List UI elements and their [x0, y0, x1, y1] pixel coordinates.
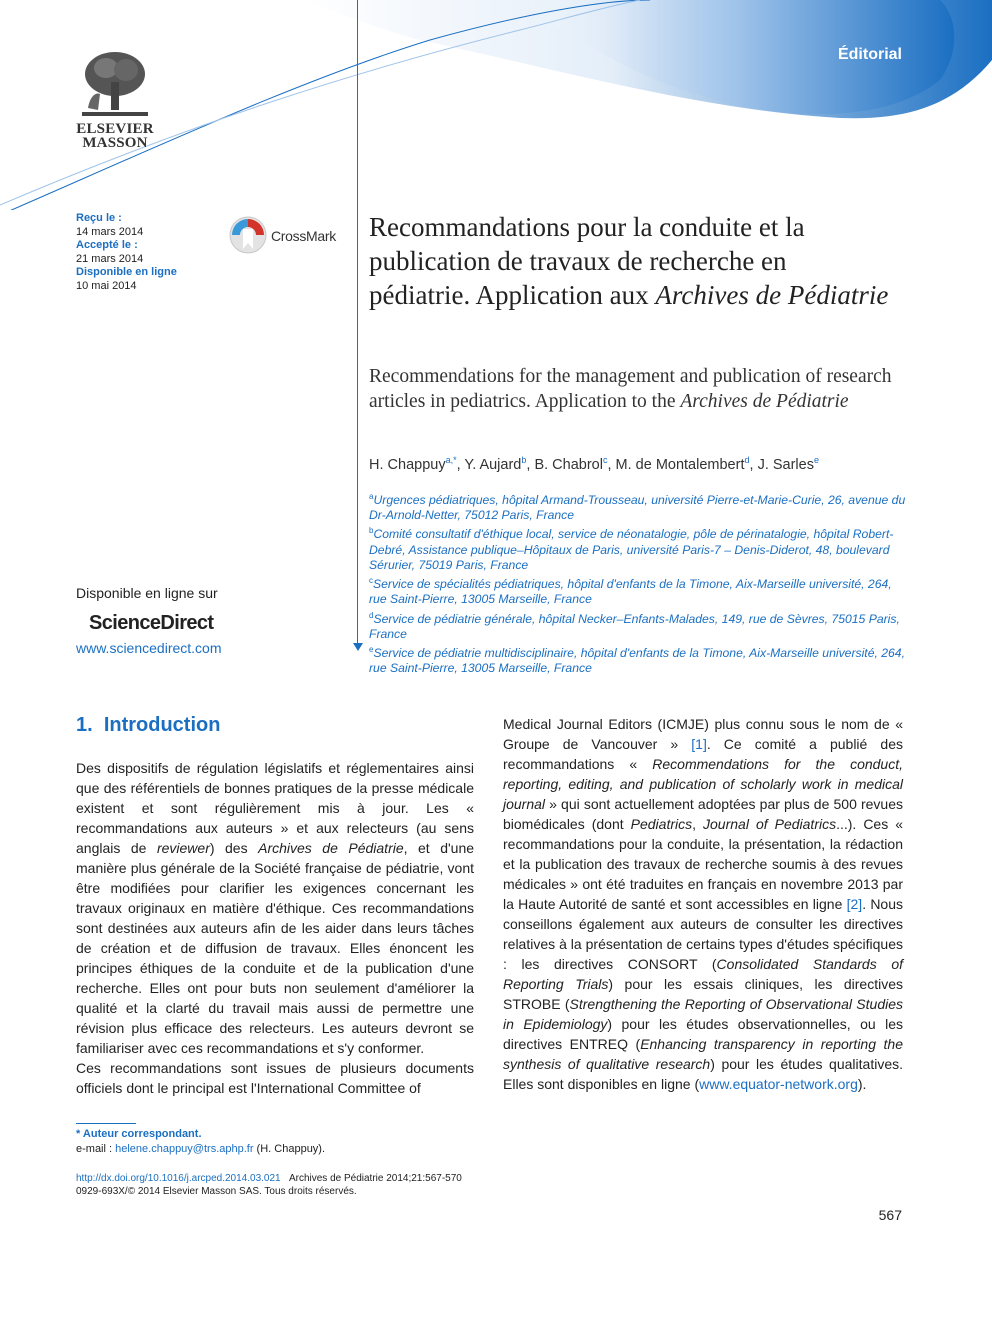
author: B. Chabrol	[534, 456, 603, 473]
sciencedirect-logo[interactable]: ScienceDirect	[89, 612, 214, 634]
affiliation: $^a$Urgences pédiatriques, hôpital Armand-Trousseau, université Pierre-et-Marie-Curie, 26, avenue du Dr-Arnold-Netter, 75012 Paris, France	[369, 492, 906, 523]
sciencedirect-link[interactable]: www.sciencedirect.com	[76, 640, 222, 656]
article-title: Recommandations pour la conduite et la publication de travaux de recherche en pédiatrie. Application aux Archives de Pédiatrie	[369, 212, 889, 310]
received-label: Reçu le :	[76, 212, 122, 224]
affiliation-list	[369, 489, 909, 677]
online-label: Disponible en ligne	[76, 266, 177, 278]
author: H. Chappuy	[369, 456, 446, 473]
email-link[interactable]: helene.chappuy@trs.aphp.fr	[115, 1143, 254, 1155]
paragraph: Ces recommandations sont issues de plusieurs documents officiels dont le principal est l'International Committee of	[76, 1060, 474, 1096]
reference-link[interactable]: [2]	[846, 896, 863, 912]
accepted-label: Accepté le :	[76, 239, 138, 251]
section-heading: 1. Introduction	[76, 714, 221, 736]
article-subtitle: Recommendations for the management and publication of research articles in pediatrics. Application to the Archives de Pédiatrie	[369, 366, 892, 412]
reference-link[interactable]: [1]	[691, 736, 707, 752]
paragraph: Des dispositifs de régulation législatifs et réglementaires ainsi que des référentiels de bonnes pratiques de la presse médicale existent et sont régulièrement mis à jour. Les « recommandations aux auteurs » et aux relecteurs (au sens anglais de reviewer) des Archives de Pédiatrie, et d'une manière plus générale de la Société française de pédiatrie, vont être modifiées pour clarifier les exigences concernant les travaux originaux en matière d'éthique. Ces recommandations sont destinées aux auteurs afin de les aider dans leurs tâches de création et de diffusion de travaux. Elles énoncent les principes éthiques de la conduite et de la publication d'une recherche. Elles ont pour buts non seulement d'améliorer la qualité et la clarté du travail mais aussi de permettre une révision plus efficace des relecteurs. Les auteurs devront se familiariser avec ces recommandations et s'y conformer.	[76, 760, 475, 1056]
affiliation: $^c$Service de spécialités pédiatriques, hôpital d'enfants de la Timone, Aix-Marseille université, 264, rue Saint-Pierre, 13005 Marseille, France	[369, 576, 892, 607]
vertical-divider	[357, 0, 358, 648]
elsevier-tree-logo	[76, 48, 154, 120]
footnote: * Auteur correspondant. e-mail : helene.chappuy@trs.aphp.fr (H. Chappuy).	[76, 1128, 326, 1155]
accepted-date: 21 mars 2014	[76, 252, 144, 265]
author: Y. Aujard	[464, 456, 522, 473]
equator-link[interactable]: www.equator-network.org	[699, 1076, 858, 1092]
doi-link[interactable]: http://dx.doi.org/10.1016/j.arcped.2014.03.021	[76, 1173, 281, 1184]
sciencedirect-label: Disponible en ligne sur	[76, 585, 218, 601]
arrow-down-icon	[353, 643, 363, 651]
affiliation: $^d$Service de pédiatrie générale, hôpital Necker–Enfants-Malades, 149, rue de Sèvres, 75015 Paris, France	[369, 610, 900, 641]
affiliation: $^e$Service de pédiatrie multidisciplinaire, hôpital d'enfants de la Timone, Aix-Marseille université, 264, rue Saint-Pierre, 13005 Marseille, France	[369, 645, 905, 676]
section-label: Éditorial	[837, 46, 902, 63]
crossmark-icon[interactable]	[228, 215, 268, 255]
citation: Archives de Pédiatrie 2014;21:567-570	[288, 1173, 462, 1184]
page-number: 567	[878, 1207, 902, 1223]
footnote-rule	[76, 1123, 136, 1124]
body-column-right	[503, 714, 903, 1094]
article-dates	[76, 212, 177, 293]
author-list: H. Chappuy$^{a,*}$, Y. Aujard$^b$, B. Chabrol$^c$, M. de Montalembert$^d$, J. Sarles$^e$	[369, 455, 819, 473]
crossmark-label: CrossMark	[271, 228, 336, 244]
paragraph: Medical Journal Editors (ICMJE) plus connu sous le nom de « Groupe de Vancouver » [1]. Ce comité a publié des recommandations « Recommendations for the conduct, reporting, editing, and publication of scholarly work in medical journal » qui sont actuellement adoptées par plus de 500 revues biomédicales (dont Pediatrics, Journal of Pediatrics...). Ces « recommandations pour la conduite, la présentation, la rédaction et la publication des travaux de recherche soumis à des revues médicales » ont été traduites en français en novembre 2013 par la Haute Autorité de santé et sont accessibles en ligne [2]. Nous conseillons également aux auteurs de consulter les directives relatives à la présentation de certains types d'études spécifiques : les directives CONSORT (Consolidated Standards of Reporting Trials) pour les essais cliniques, les directives STROBE (Strengthening the Reporting of Observational Studies in Epidemiology) pour les études observationnelles, ou les directives ENTREQ (Enhancing transparency in reporting the synthesis of qualitative research) pour les études qualitatives. Elles sont disponibles en ligne (www.equator-network.org).	[503, 716, 904, 1092]
page-footer	[76, 1172, 462, 1198]
publisher-name: ELSEVIER MASSON	[76, 121, 154, 151]
copyright: 0929-693X/© 2014 Elsevier Masson SAS. Tous droits réservés.	[76, 1186, 357, 1197]
online-date: 10 mai 2014	[76, 279, 137, 292]
corresponding-author-note: * Auteur correspondant.	[76, 1128, 202, 1140]
received-date: 14 mars 2014	[76, 225, 144, 238]
author: M. de Montalembert	[615, 456, 745, 473]
affiliation: $^b$Comité consultatif d'éthique local, service de néonatalogie, pôle de périnatalogie, hôpital Robert-Debré, Assistance publique–Hôpitaux de Paris, université Paris-7 – Denis-Diderot, 48, boulevard Sérurier, 75019 Paris, France	[369, 526, 894, 572]
body-column-left	[76, 758, 474, 1098]
author: J. Sarles	[757, 456, 814, 473]
